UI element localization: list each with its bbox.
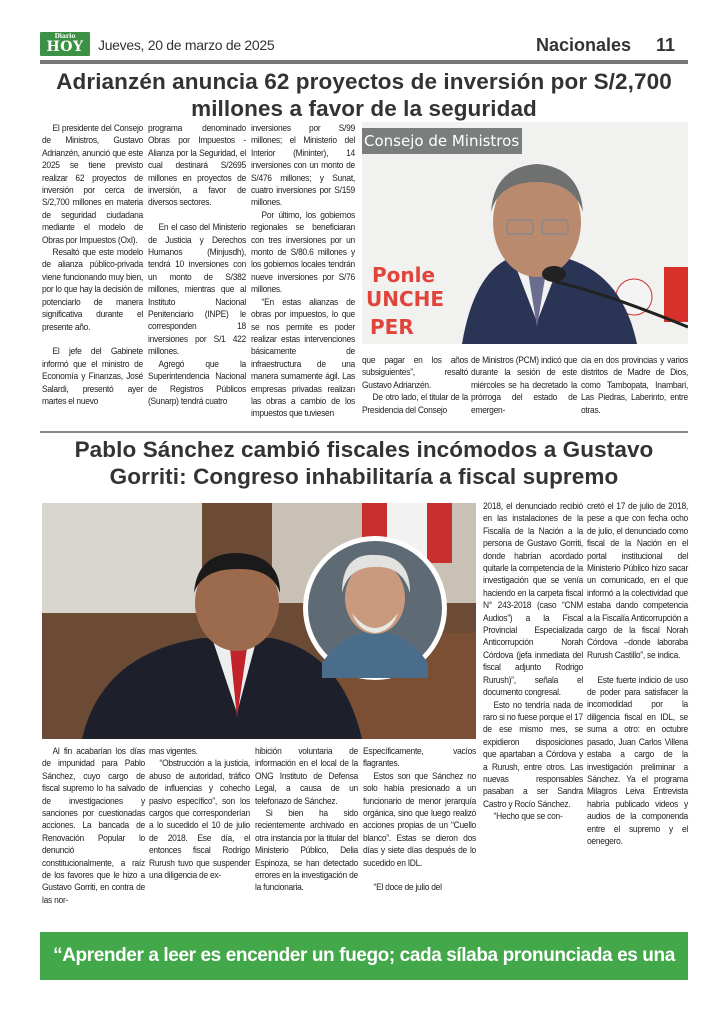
paragraph: “Hecho que se con- [493, 811, 563, 823]
paragraph: cretó el 17 de julio de 2018, pese a que con fecha ocho de julio, el denunciado como fiscal de la Nación en el portal institucional del Ministerio Público hizo sacar un comunicado, en el que informó a la colectividad que estaba dando competencia a la Fiscalía Anticorrupción a cargo de la fiscal Norah Córdova –donde laboraba Rurush Castillo”, se indica. [587, 501, 688, 661]
article-divider [40, 431, 688, 433]
article2-column-5 [483, 501, 583, 824]
paragraph: cia en dos provincias y varios distritos de Madre de Dios, como Tambopata, Inambari, Las Piedras, Laberinto, entre otras. [581, 355, 688, 416]
article2-column-2 [149, 746, 250, 882]
article2-headline: Pablo Sánchez cambió fiscales incómodos a Gustavo Gorriti: Congreso inhabilitaría a fiscal supremo [74, 437, 654, 489]
paragraph: De otro lado, el titular de la Presidencia del Consejo [362, 392, 468, 416]
paragraph: que pagar en los años subsiguientes”, resaltó Gustavo Adrianzén. [362, 355, 468, 391]
paragraph: Agregó que la Superintendencia Nacional de Registros Públicos (Sunarp) tendrá cuatro [148, 358, 246, 407]
article1-column-1 [42, 123, 143, 408]
article1-column-3 [251, 123, 355, 421]
paragraph: “En estas alianzas de obras por impuestos, lo que se nos permite es poder realizar estas intervenciones básicamente de infraestructura de una manera sumamente ágil. Las empresas privadas realizan las obras a cambio de los impuestos que tuviesen [251, 296, 355, 420]
svg-text:PER: PER [370, 315, 414, 339]
sanchez-gorriti-illustration [42, 503, 476, 739]
paragraph: Por último, los gobiernos regionales se beneficiaran con tres inversiones por un monto de S/80.6 millones y los gobiernos locales tendrán nueve inversiones por S/76 millones. [251, 209, 355, 296]
section-name: Nacionales [536, 35, 632, 55]
paragraph: Este fuerte indicio de uso de poder para satisfacer la incomodidad por la diligencia fiscal en IDL, se suma a otro: en octubre pasado, Juan Carlos Villena estaba a cargo de la investigación preliminar a Sánchez. Ya el programa Milagros Leiva Entrevista habría publicado videos y audios de la componenda entre el supremo y el oenegero. [587, 674, 688, 847]
paragraph: 2018, el denunciado recibió en las instalaciones de la Fiscalía de la Nación a la persona de Gustavo Gorriti, donde habrían acordado quitarle la competencia de la investigación que se venía haciendo en la carpeta fiscal N° 243-2018 (caso “CNM Audios”) a la Fiscal Provincial Especializada Anticorrupción Norah Córdova (jefa inmediata del fiscal adjunto Rodrigo Rurush)”, señala el documento congresal. [483, 501, 583, 699]
paragraph: “El doce de julio del [373, 882, 442, 894]
issue-date: Jueves, 20 de marzo de 2025 [98, 37, 275, 53]
paragraph: El jefe del Gabinete informó que el ministro de Economía y Finanzas, José Salardi, presentó ayer martes el nuevo [42, 346, 143, 407]
article1-headline: Adrianzén anuncia 62 proyectos de inversión por S/2,700 millones a favor de la seguridad [56, 69, 672, 121]
logo-small-text: Diario [54, 33, 76, 40]
header-rule [40, 60, 688, 64]
press-conference-illustration [362, 122, 688, 344]
quote-banner: “Aprender a leer es encender un fuego; cada sílaba pronunciada es una chispa”. [40, 932, 688, 980]
paragraph: Si bien ha sido recientemente archivado en otra instancia por la titular del Ministerio Público, Delia Espinoza, se han detectado errores en la investigación de la funcionaria. [255, 808, 358, 894]
photo-backdrop-label: Consejo de Ministros [362, 128, 522, 154]
article1-column-5 [471, 355, 577, 417]
adrianzen-photo [362, 122, 688, 344]
svg-text:UNCHE: UNCHE [366, 287, 445, 311]
paragraph: hibición voluntaria de información en el local de la ONG Instituto de Defensa Legal, a causa de un telefonazo de Sánchez. [255, 746, 358, 807]
article2-column-1 [42, 746, 145, 907]
paragraph: mas vigentes. [149, 746, 198, 757]
paragraph: Específicamente, vacíos flagrantes. [363, 746, 476, 770]
page-number: 11 [656, 35, 676, 55]
paragraph: Esto no tendría nada de raro si no fuese porque el 17 de ese mismo mes, se expidieron disposiciones que apartaban a Córdova y a Rurush, entre otros. Las nuevas responsables pasaban a ser Sandra Castro y Rocío Sánchez. [483, 699, 583, 810]
paragraph: Resaltó que este modelo de alianza público-privada viene funcionando muy bien, por lo que hay la decisión de potenciarlo de manera significativa durante el presente año. [42, 247, 143, 333]
article1-column-2 [148, 123, 246, 408]
paragraph: En el caso del Ministerio de Justicia y Derechos Humanos (Minjusdh), tendrá 10 inversiones con un monto de S/382 millones, mientras que al Instituto Nacional Penitenciario (INPE) le corresponden 18 inversiones por S/1 422 millones. [148, 222, 246, 358]
sanchez-gorriti-photo [42, 503, 476, 739]
paragraph: de Ministros (PCM) indicó que durante la sesión de este miércoles se ha decretado la prórroga del estado de emergen- [471, 355, 577, 416]
logo-big-text: HOY [46, 39, 84, 55]
paragraph: “Obstrucción a la justicia, abuso de autoridad, tráfico de influencias y cohecho pasivo específico”, son los cargos que corresponderían a lo sucedido el 10 de julio de 2018. Ese día, el entonces fiscal Rodrigo Rurush tuvo que suspender una diligencia de ex- [149, 758, 250, 882]
diario-hoy-logo [40, 32, 90, 56]
paragraph: Al fin acabarían los días de impunidad para Pablo Sánchez, cuyo cargo de fiscal supremo lo ha salvado de investigaciones y sanciones por cuestionadas acciones. La bancada de Renovación Popular lo denunció constitucionalmente, a raíz de los favores que le hizo a Gustavo Gorriti, en contra de las nor- [42, 746, 145, 906]
paragraph: El presidente del Consejo de Ministros, Gustavo Adrianzén, anunció que este 2025 se tiene previsto realizar 62 proyectos de inversión por cerca de S/2,700 millones en materia de seguridad ciudadana mediante el modelo de Obras por Impuestos (OxI). [42, 123, 143, 246]
article1-column-6 [581, 355, 688, 417]
svg-text:Ponle: Ponle [372, 263, 436, 287]
article1-column-4 [362, 355, 468, 417]
article2-column-6 [587, 501, 688, 848]
article2-column-3 [255, 746, 358, 895]
paragraph: Estos son que Sánchez no solo había presionado a un funcionario de menor jerarquía orgánica, sino que luego realizó acciones propias de un “Cuello blanco”. Estas se dieron dos días y siete días después de lo sucedido en IDL. [363, 770, 476, 869]
paragraph: programa denominado Obras por Impuestos - Alianza por la Seguridad, el cual destinará S/2695 millones en proyectos de inversión, a favor de diversos sectores. [148, 123, 246, 209]
article2-column-4 [363, 746, 476, 895]
paragraph: inversiones por S/99 millones; el Ministerio del Interior (Mininter), 14 inversiones con un monto de S/476 millones; y Sunat, cuatro inversiones por S/159 millones. [251, 123, 355, 209]
